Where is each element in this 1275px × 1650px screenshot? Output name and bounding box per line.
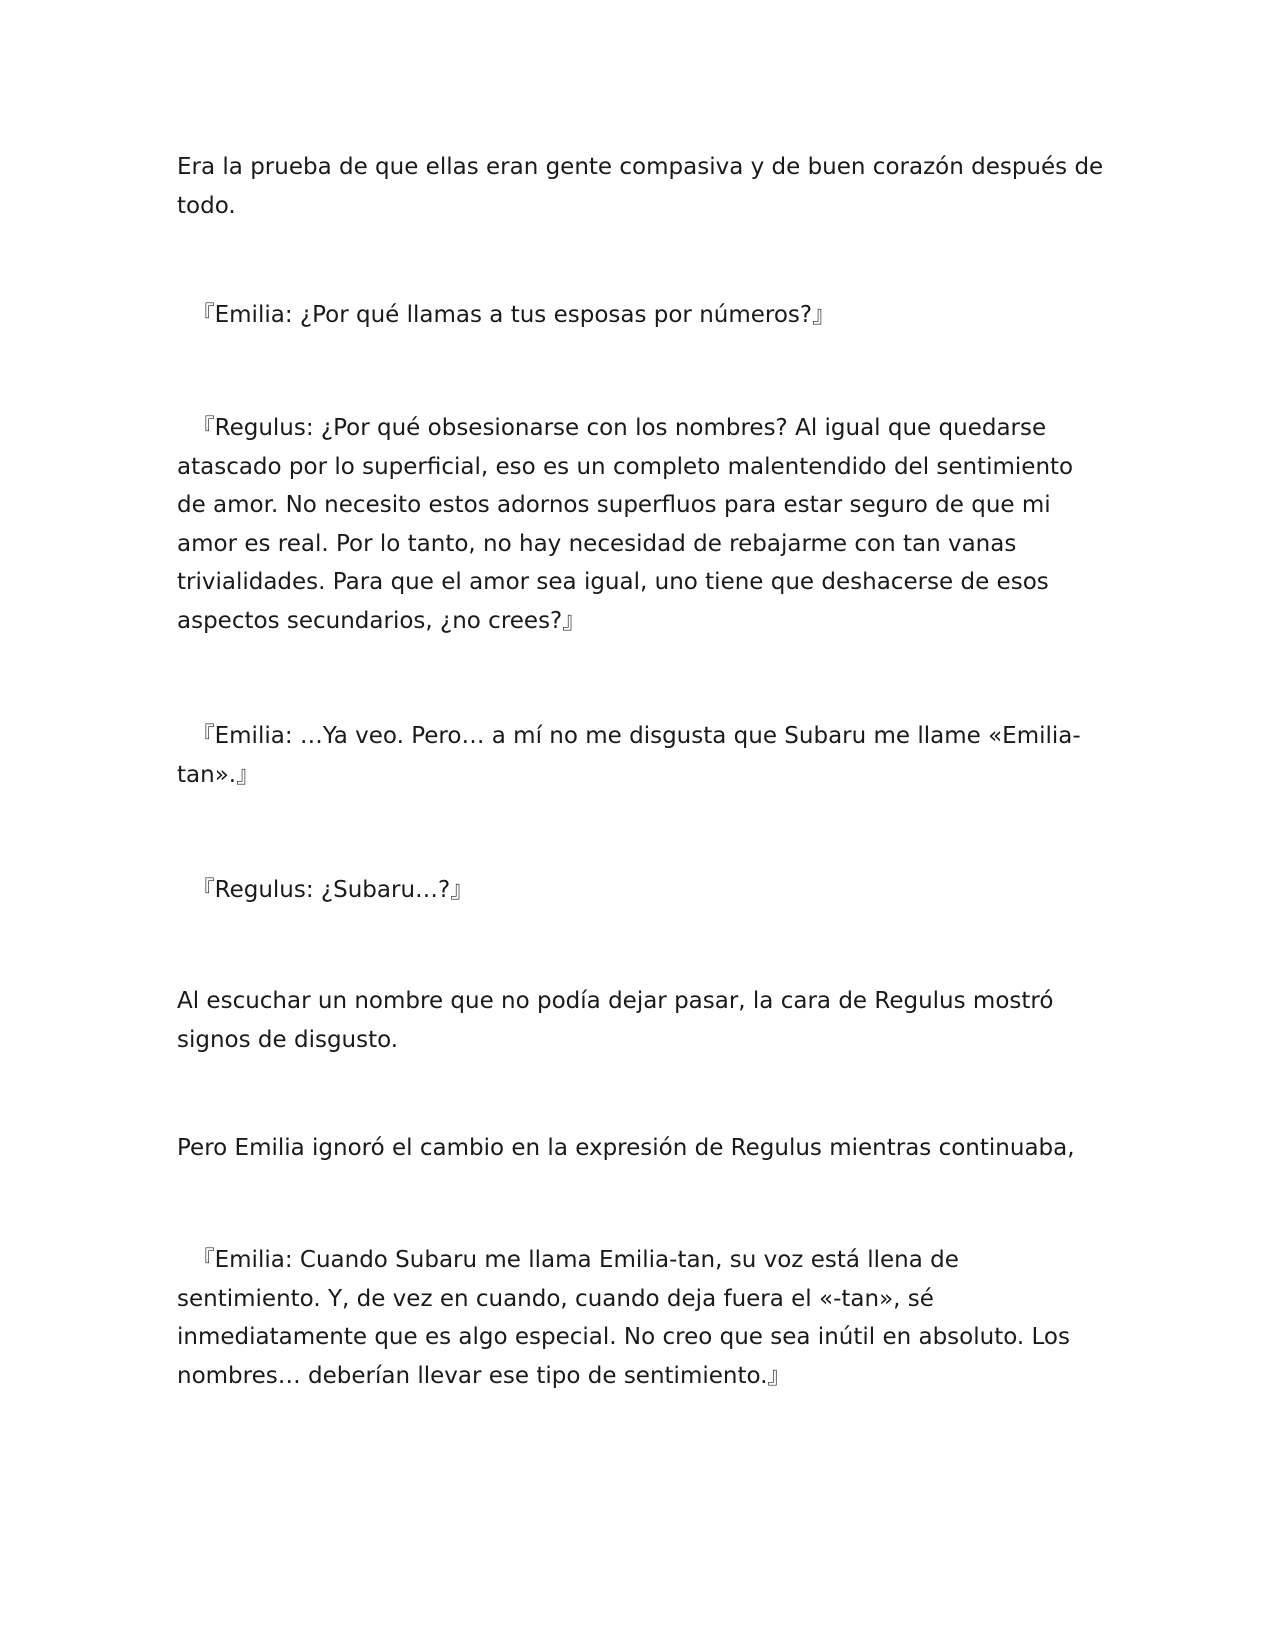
dialogue-regulus: 『Regulus: ¿Por qué obsesionarse con los nombres? Al igual que quedarse atascado por lo superficial, eso es un completo malentendido del sentimiento de amor. No necesito estos adornos superfluos para estar seguro de que mi amor es real. Por lo tanto, no hay necesidad de rebajarme con tan vanas trivialidades. Para que el amor sea igual, uno tiene que deshacerse de esos aspectos secundarios, ¿no crees?』	[177, 415, 1074, 634]
dialogue-regulus: 『Regulus: ¿Subaru…?』	[177, 877, 474, 903]
dialogue-emilia: 『Emilia: ¿Por qué llamas a tus esposas por números?』	[177, 302, 836, 328]
dialogue-emilia: 『Emilia: Cuando Subaru me llama Emilia-tan, su voz está llena de sentimiento. Y, de vez en cuando, cuando deja fuera el «-tan», sé inmediatamente que es algo especial. No creo que sea inútil en absoluto. Los nombres… deberían llevar ese tipo de sentimiento.』	[177, 1247, 1070, 1389]
narration-paragraph: Al escuchar un nombre que no podía dejar pasar, la cara de Regulus mostró signos de disgusto.	[177, 988, 1054, 1053]
dialogue-emilia: 『Emilia: …Ya veo. Pero… a mí no me disgusta que Subaru me llame «Emilia-tan».』	[177, 723, 1081, 788]
narration-paragraph: Pero Emilia ignoró el cambio en la expresión de Regulus mientras continuaba,	[177, 1135, 1075, 1161]
narration-paragraph: Era la prueba de que ellas eran gente compasiva y de buen corazón después de todo.	[177, 154, 1104, 219]
